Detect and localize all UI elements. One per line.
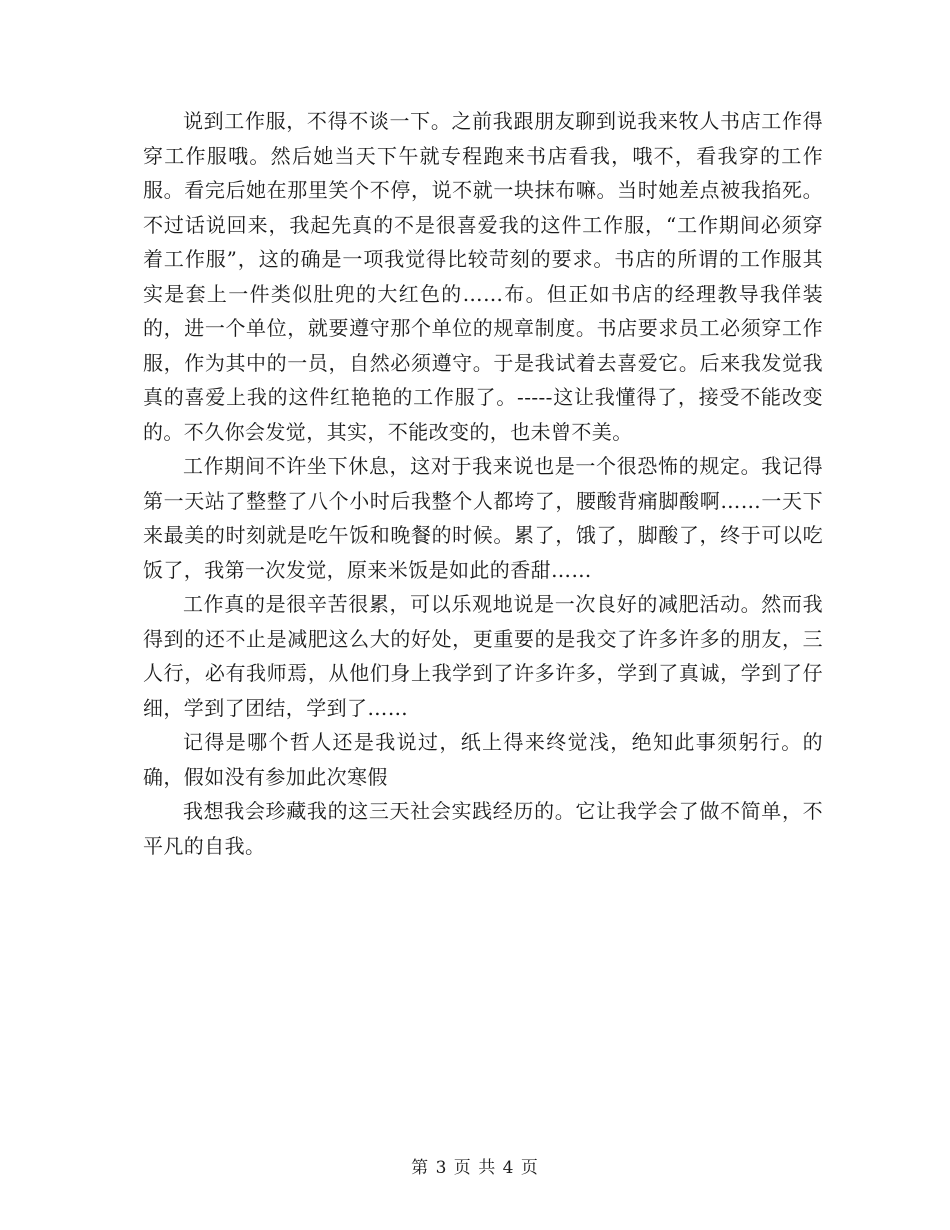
paragraph-work-uniform: 说到工作服，不得不谈一下。之前我跟朋友聊到说我来牧人书店工作得穿工作服哦。然后她当天下午就专程跑来书店看我，哦不，看我穿的工作服。看完后她在那里笑个不停，说不就一块抹布嘛。当时她差点被我掐死。不过话说回来，我起先真的不是很喜爱我的这件工作服，“工作期间必须穿着工作服”，这的确是一项我觉得比较苛刻的要求。书店的所谓的工作服其实是套上一件类似肚兜的大红色的……布。但正如书店的经理教导我佯装的，进一个单位，就要遵守那个单位的规章制度。书店要求员工必须穿工作服，作为其中的一员，自然必须遵守。于是我试着去喜爱它。后来我发觉我真的喜爱上我的这件红艳艳的工作服了。-----这让我懂得了，接受不能改变的。不久你会发觉，其实，不能改变的，也未曾不美。: [143, 109, 823, 444]
paragraph-conclusion: 我想我会珍藏我的这三天社会实践经历的。它让我学会了做不简单，不平凡的自我。: [143, 799, 823, 858]
document-body: [143, 104, 823, 863]
paragraph-hard-work: 工作真的是很辛苦很累，可以乐观地说是一次良好的减肥活动。然而我得到的还不止是减肥这么大的好处，更重要的是我交了许多许多的朋友，三人行，必有我师焉，从他们身上我学到了许多许多，学到了真诚，学到了仔细，学到了团结，学到了……: [143, 592, 823, 720]
paragraph-no-sitting: 工作期间不许坐下休息，这对于我来说也是一个很恐怖的规定。我记得第一天站了整整了八个小时后我整个人都垮了，腰酸背痛脚酸啊……一天下来最美的时刻就是吃午饭和晚餐的时候。累了，饿了，脚酸了，终于可以吃饭了，我第一次发觉，原来米饭是如此的香甜……: [143, 454, 823, 582]
paragraph-philosopher-quote: 记得是哪个哲人还是我说过，纸上得来终觉浅，绝知此事须躬行。的确，假如没有参加此次寒假: [143, 730, 823, 789]
page-footer: [0, 1153, 950, 1178]
page-number: 第 3 页 共 4 页: [411, 1158, 539, 1178]
